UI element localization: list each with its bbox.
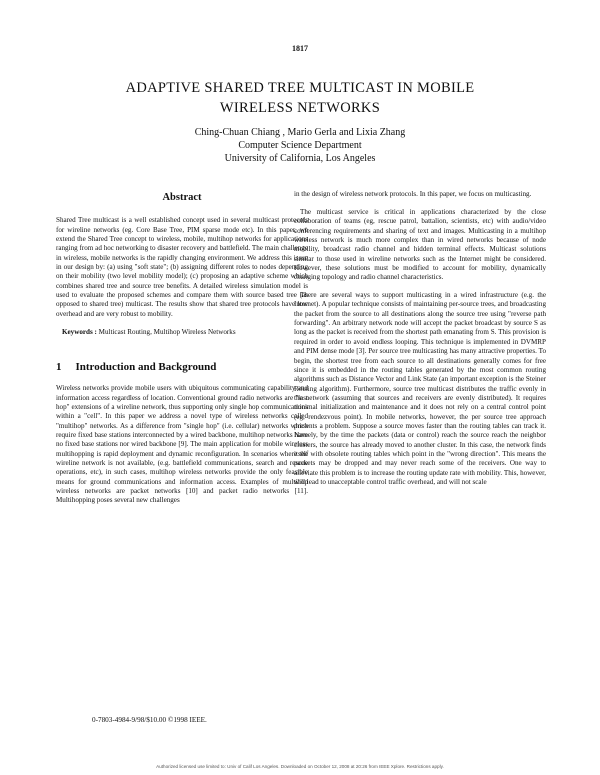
author-department: Computer Science Department: [238, 140, 362, 151]
abstract-heading: Abstract: [162, 192, 202, 203]
right-column: [294, 190, 546, 496]
title-line-2: WIRELESS NETWORKS: [219, 100, 381, 116]
page-number: 1817: [292, 44, 308, 53]
author-university: University of California, Los Angeles: [224, 153, 376, 164]
copyright-notice: 0-7803-4984-9/98/$10.00 ©1998 IEEE.: [92, 716, 207, 724]
author-block: [60, 126, 540, 165]
title-line-1: ADAPTIVE SHARED TREE MULTICAST IN MOBILE: [125, 80, 475, 96]
download-footer: Authorized licensed use limited to: Univ of Calif Los Angeles. Downloaded on October 12, 2008 at 20:26 from IEEE Xplore. Restrictions apply.: [156, 764, 444, 769]
intro-paragraph-1: Wireless networks provide mobile users with ubiquitous communicating capability and information access regardless of location. Conventional ground radio networks are "last hop" extensions of a wireline network, thus supporting only single hop communications within a "cell". In this paper we address a novel type of wireless networks called "multihop" networks. As a difference from "single hop" (i.e. cellular) networks which require fixed base stations interconnected by a wired backbone, multihop networks have no fixed base stations nor wired backbone [9]. The main application for mobile wireless multihopping is rapid deployment and dynamic reconfiguration. In scenarios where the wireline network is not available, (e.g. battlefield communications, search and rescue operations, etc), in such cases, multihop wireless networks provide the only feasible means for ground communications and information access. Examples of multihop wireless networks are packet networks [10] and packet radio networks [11]. Multihopping poses several new challenges: [56, 384, 308, 505]
section-number: 1: [56, 360, 62, 373]
section-heading: [56, 360, 308, 373]
author-names: Ching-Chuan Chiang , Mario Gerla and Lixia Zhang: [194, 127, 406, 138]
keywords-text: Multicast Routing, Multihop Wireless Networks: [98, 327, 236, 336]
intro-paragraph-4: There are several ways to support multicasting in a wired infrastructure (e.g. the Internet). A popular technique consists of maintaining per-source trees, and broadcasting the packet from the source to all destinations along the source tree using "reverse path forwarding". An arbitrary network node will accept the packet broadcast by source S as long as the packet is received from the shortest path emanating from S. This provision is required in order to avoid endless looping. This technique is implemented in DVMRP and PIM dense mode [3]. Per source tree multicasting has many attractive properties. To begin, the shortest tree from each source to all destinations generally comes for free since it is embedded in the routing tables generated by the most common routing algorithms such as Distance Vector and Link State (an important exception is the Steiner Routing algorithm). Furthermore, source tree multicast distributes the traffic evenly in the network (assuming that sources and receivers are evenly distributed). It requires minimal initialization and maintenance and it does not rely on a central control point (eg, rendezvous point). In mobile networks, however, the per source tree approach presents a problem. Suppose a source moves faster than the routing tables can track it. Namely, by the time the packets (data or control) reach the source reach the neighbor clusters, the source has already moved to another cluster. In this case, the network finds itself with obsolete routing tables which point in the "wrong direction". This means the packets may be dropped and may never reach some of the receivers. One way to alleviate this problem is to increase the routing update rate with mobility. This, however, will lead to unacceptable control traffic overhead, and will not scale: [294, 291, 546, 486]
section-title: Introduction and Background: [75, 360, 217, 373]
left-column: [56, 190, 308, 514]
paper-title: [60, 78, 540, 118]
abstract-text: Shared Tree multicast is a well established concept used in several multicast protocols for wireline networks (eg. Core Base Tree, PIM sparse mode etc). In this paper, we extend the Shared Tree concept to wireless, mobile, multihop networks for applications ranging from ad hoc networking to disaster recovery and battlefield. The main challenge in wireless, mobile networks is the rapidly changing environment. We address this issue in our design by: (a) using "soft state"; (b) assigning different roles to nodes depending on their mobility (two level mobility model); (c) proposing an adaptive scheme which combines shared tree and source tree benefits. A detailed wireless simulation model is used to evaluate the proposed schemes and compare them with source based tree (as opposed to shared tree) multicast. The results show that shared tree protocols have low overhead and are very robust to mobility.: [56, 216, 308, 318]
intro-paragraph-3: The multicast service is critical in applications characterized by the close collaboration of teams (eg, rescue patrol, battalion, scientists, etc) with audio/video conferencing requirements and sharing of text and images. Multicasting in a multihop wireless network is much more complex than in wired networks because of node mobility, broadcast radio channel and hidden terminal effects. Multicast solutions similar to those used in wireline networks such as the Internet might be considered. However, these solutions must be modified to account for mobility, dynamically changing topology and radio channel characteristics.: [294, 207, 546, 282]
keywords-label: Keywords :: [62, 327, 97, 336]
intro-paragraph-2: in the design of wireless network protocols. In this paper, we focus on multicasting.: [294, 190, 532, 198]
keywords: [56, 328, 308, 337]
